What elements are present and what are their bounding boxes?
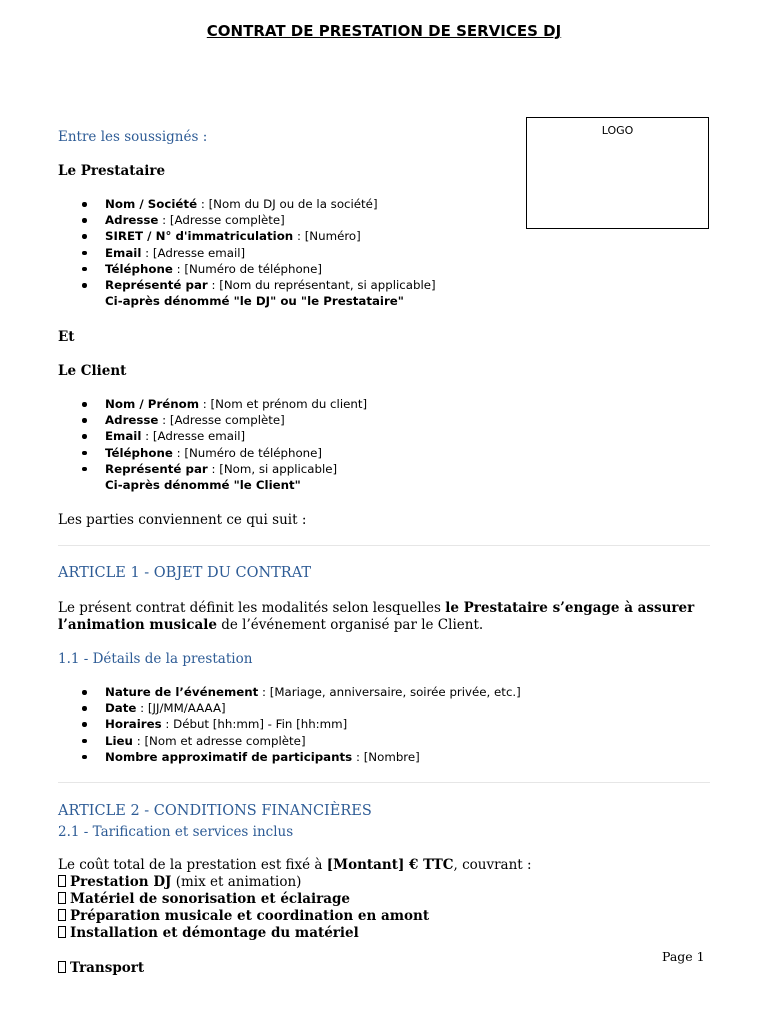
checkbox-icon bbox=[58, 926, 66, 938]
list-item: Représenté par : [Nom du représentant, si applicable] bbox=[58, 277, 436, 293]
list-item: SIRET / N° d'immatriculation : [Numéro] bbox=[58, 228, 436, 244]
list-item: Adresse : [Adresse complète] bbox=[58, 212, 436, 228]
prestataire-heading: Le Prestataire bbox=[58, 163, 166, 179]
list-item: Téléphone : [Numéro de téléphone] bbox=[58, 445, 367, 461]
list-item: Adresse : [Adresse complète] bbox=[58, 412, 367, 428]
list-item: Email : [Adresse email] bbox=[58, 245, 436, 261]
article1-heading: ARTICLE 1 - OBJET DU CONTRAT bbox=[58, 565, 312, 581]
list-item: Représenté par : [Nom, si applicable] bbox=[58, 461, 367, 477]
page-number: Page 1 bbox=[662, 949, 705, 964]
list-item: Nature de l’événement : [Mariage, anniversaire, soirée privée, etc.] bbox=[58, 684, 521, 700]
and-word: Et bbox=[58, 329, 75, 345]
article2-heading: ARTICLE 2 - CONDITIONS FINANCIÈRES bbox=[58, 803, 372, 819]
list-item: Email : [Adresse email] bbox=[58, 428, 367, 444]
list-item: Nom / Prénom : [Nom et prénom du client] bbox=[58, 396, 367, 412]
checkbox-icon bbox=[58, 961, 66, 973]
prestation-details-list bbox=[58, 684, 521, 765]
agreement-text: Les parties conviennent ce qui suit : bbox=[58, 512, 307, 528]
list-item: Matériel de sonorisation et éclairage bbox=[58, 891, 429, 908]
contract-title: CONTRAT DE PRESTATION DE SERVICES DJ bbox=[206, 22, 562, 40]
services-list bbox=[58, 874, 429, 942]
list-item: Nombre approximatif de participants : [Nombre] bbox=[58, 749, 521, 765]
list-item: Prestation DJ (mix et animation) bbox=[58, 874, 429, 891]
checkbox-icon bbox=[58, 909, 66, 921]
section-divider bbox=[58, 545, 710, 546]
list-item: Lieu : [Nom et adresse complète] bbox=[58, 733, 521, 749]
list-item: Téléphone : [Numéro de téléphone] bbox=[58, 261, 436, 277]
article1-paragraph: Le présent contrat définit les modalités selon lesquelles le Prestataire s’engage à assurer l’animation musicale de l’événement organisé par le Client. bbox=[58, 600, 695, 633]
list-item: Préparation musicale et coordination en amont bbox=[58, 908, 429, 925]
cost-paragraph: Le coût total de la prestation est fixé à [Montant] € TTC, couvrant : bbox=[58, 857, 532, 873]
checkbox-icon bbox=[58, 892, 66, 904]
list-item: Horaires : Début [hh:mm] - Fin [hh:mm] bbox=[58, 716, 521, 732]
list-item: Nom / Société : [Nom du DJ ou de la société] bbox=[58, 196, 436, 212]
article1-subheading: 1.1 - Détails de la prestation bbox=[58, 651, 253, 667]
transport-item: Transport bbox=[58, 960, 144, 977]
intro-text: Entre les soussignés : bbox=[58, 129, 208, 145]
section-divider bbox=[58, 782, 710, 783]
prestataire-list bbox=[58, 196, 436, 309]
article2-subheading: 2.1 - Tarification et services inclus bbox=[58, 824, 294, 840]
list-item: Installation et démontage du matériel bbox=[58, 925, 429, 942]
checkbox-icon bbox=[58, 875, 66, 887]
logo-label: LOGO bbox=[601, 124, 634, 137]
client-list bbox=[58, 396, 367, 493]
client-designation: Ci-après dénommé "le Client" bbox=[105, 478, 301, 493]
list-item: Date : [JJ/MM/AAAA] bbox=[58, 700, 521, 716]
client-heading: Le Client bbox=[58, 363, 127, 379]
prestataire-designation: Ci-après dénommé "le DJ" ou "le Prestataire" bbox=[105, 294, 404, 309]
logo-placeholder bbox=[526, 117, 709, 229]
